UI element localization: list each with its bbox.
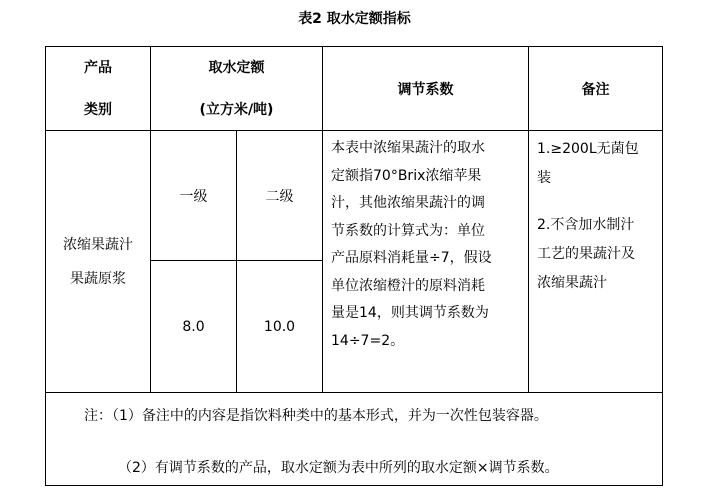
adjust-description <box>323 131 529 393</box>
notes-cell <box>46 393 663 486</box>
adjust-line: 节系数的计算式为：单位 <box>331 222 486 239</box>
adjust-line: 定额指70°Brix浓缩苹果 <box>331 167 482 184</box>
grade1-value: 8.0 <box>151 261 237 393</box>
grade2-value: 10.0 <box>237 261 323 393</box>
remark-cell <box>529 131 663 393</box>
adjust-line: 14÷7=2。 <box>331 332 405 349</box>
category-cell <box>46 131 151 393</box>
header-remark: 备注 <box>529 47 663 131</box>
adjust-line: 汁，其他浓缩果蔬汁的调 <box>331 195 486 211</box>
remark-2-line: 2.不含加水制汁 <box>537 217 635 233</box>
header-quota-line1: 取水定额 <box>208 59 265 76</box>
table-title: 表2 取水定额指标 <box>298 11 411 27</box>
remark-2-line: 工艺的果蔬汁及 <box>537 246 636 262</box>
header-product-line2: 类别 <box>84 101 112 118</box>
remark-1-line: 装 <box>537 170 552 186</box>
grade2-label: 二级 <box>237 131 323 261</box>
remark-2-line: 浓缩果蔬汁 <box>537 275 608 291</box>
header-product-category <box>46 47 151 131</box>
note-1: 注：（1）备注中的内容是指饮料种类中的基本形式，并为一次性包装容器。 <box>84 408 548 424</box>
header-water-quota <box>151 47 323 131</box>
water-quota-table <box>45 46 663 486</box>
category-line2: 果蔬原浆 <box>70 270 126 287</box>
grade1-label: 一级 <box>151 131 237 261</box>
header-quota-line2: (立方米/吨) <box>199 101 274 118</box>
adjust-line: 本表中浓缩果蔬汁的取水 <box>331 140 486 156</box>
note-2: （2）有调节系数的产品，取水定额为表中所列的取水定额×调节系数。 <box>118 460 559 476</box>
category-line1: 浓缩果蔬汁 <box>63 236 133 253</box>
adjust-line: 量是14，则其调节系数为 <box>331 305 489 321</box>
header-product-line1: 产品 <box>84 59 112 76</box>
remark-1-line: 1.≥200L无菌包 <box>537 141 639 157</box>
adjust-line: 产品原料消耗量÷7，假设 <box>331 250 492 266</box>
adjust-line: 单位浓缩橙汁的原料消耗 <box>331 277 486 294</box>
header-adjust-coefficient: 调节系数 <box>323 47 529 131</box>
